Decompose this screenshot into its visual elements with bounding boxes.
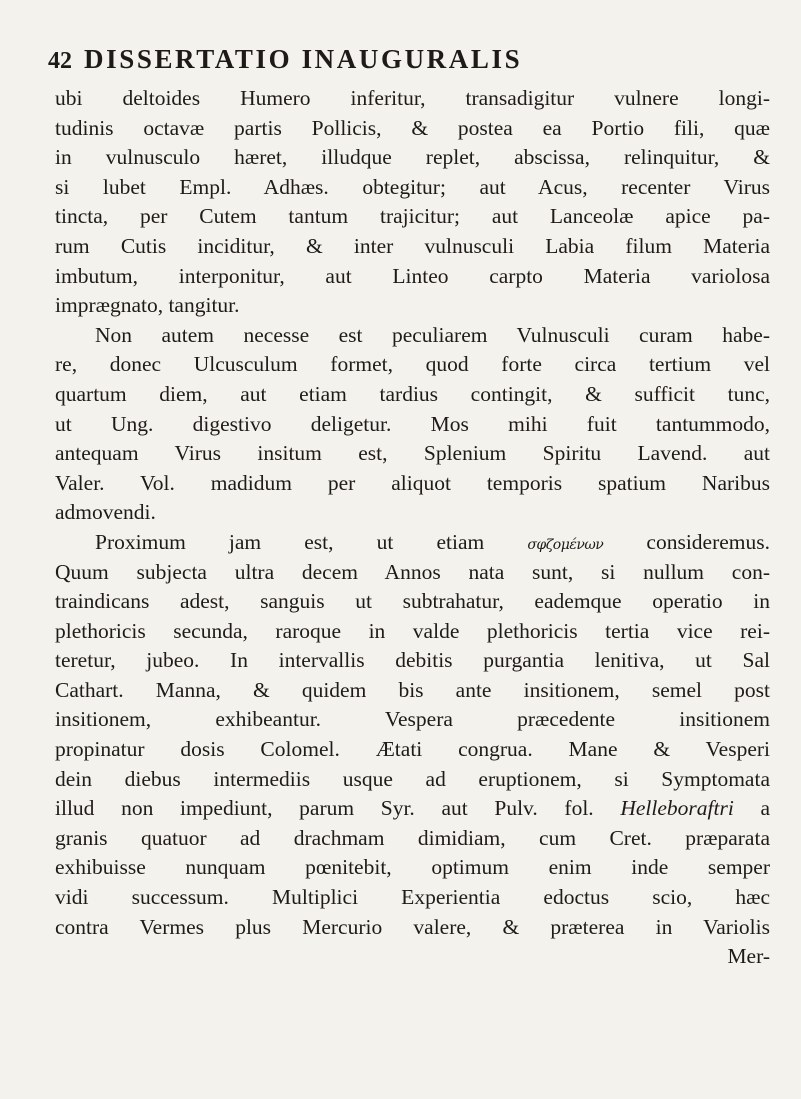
line-text: plethoricis secunda, raroque in valde plethoricis tertia vice rei- (55, 618, 770, 643)
line-text: rum Cutis inciditur, & inter vulnusculi Labia filum Materia (55, 233, 770, 258)
running-title: DISSERTATIO INAUGURALIS (84, 44, 523, 74)
line-text: si lubet Empl. Adhæs. obtegitur; aut Acus, recenter Virus (55, 174, 770, 199)
text-line (55, 617, 770, 647)
text-line (55, 173, 770, 203)
text-line (55, 883, 770, 913)
line-text: re, donec Ulcusculum formet, quod forte circa tertium vel (55, 352, 770, 377)
text-line (55, 558, 770, 588)
text-line (55, 84, 770, 114)
line-text: Non autem necesse est peculiarem Vulnusculi curam habe- (95, 322, 770, 347)
text-line (55, 765, 770, 795)
text-line (55, 587, 770, 617)
text-line (55, 350, 770, 380)
line-text: ut Ung. digestivo deligetur. Mos mihi fuit tantummodo, (55, 411, 770, 436)
text-line (55, 380, 770, 410)
line-text: teretur, jubeo. In intervallis debitis purgantia lenitiva, ut Sal (55, 648, 770, 673)
page-header (48, 44, 768, 75)
line-text: dein diebus intermediis usque ad eruptionem, si Symptomata (55, 766, 770, 791)
text-line (55, 321, 770, 351)
line-text: admovendi. (55, 500, 156, 525)
line-text: illud non impediunt, parum Syr. aut Pulv. fol. (55, 796, 594, 821)
line-text-after: consideremus. (646, 529, 771, 554)
line-text: exhibuisse nunquam pœnitebit, optimum enim inde semper (55, 855, 770, 880)
text-line (55, 291, 770, 321)
line-text: tudinis octavæ partis Pollicis, & postea ea Portio fili, quæ (55, 115, 770, 140)
text-line (55, 232, 770, 262)
page-number: 42 (48, 48, 72, 74)
text-line (55, 913, 770, 943)
line-text: imbutum, interponitur, aut Linteo carpto Materia variolosa (55, 263, 770, 288)
line-text: Quum subjecta ultra decem Annos nata sunt, si nullum con- (55, 559, 770, 584)
text-line (55, 824, 770, 854)
line-text: traindicans adest, sanguis ut subtrahatur, eademque operatio in (55, 589, 770, 614)
line-text: Mer- (727, 944, 770, 969)
line-text: granis quatuor ad drachmam dimidiam, cum Cret. præparata (55, 825, 770, 850)
line-text: ubi deltoides Humero inferitur, transadigitur vulnere longi- (55, 86, 770, 110)
text-line (55, 262, 770, 292)
text-line (55, 942, 770, 972)
line-text: imprægnato, tangitur. (55, 293, 240, 318)
body-text (55, 84, 770, 972)
line-text: tincta, per Cutem tantum trajicitur; aut Lanceolæ apice pa- (55, 204, 770, 229)
line-text-after: a (760, 796, 771, 821)
text-line (55, 676, 770, 706)
line-text: antequam Virus insitum est, Splenium Spiritu Lavend. aut (55, 441, 770, 466)
text-line (55, 646, 770, 676)
text-line (55, 735, 770, 765)
line-text: Valer. Vol. madidum per aliquot temporis spatium Naribus (55, 470, 770, 495)
text-line (55, 794, 770, 824)
text-line (55, 528, 770, 558)
text-line (55, 498, 770, 528)
line-text: Cathart. Manna, & quidem bis ante insitionem, semel post (55, 677, 770, 702)
line-text: in vulnusculo hæret, illudque replet, abscissa, relinquitur, & (55, 145, 770, 170)
italic-word: Helleboraftri (620, 796, 734, 821)
line-text: contra Vermes plus Mercurio valere, & præterea in Variolis (55, 914, 770, 939)
line-text: Proximum jam est, ut etiam (95, 529, 485, 554)
text-line (55, 114, 770, 144)
line-text: insitionem, exhibeantur. Vespera præcedente insitionem (55, 707, 770, 732)
text-line (55, 705, 770, 735)
greek-word: σφζομένων (527, 536, 604, 553)
line-text: quartum diem, aut etiam tardius contingit, & sufficit tunc, (55, 381, 770, 406)
text-line (55, 439, 770, 469)
text-line (55, 853, 770, 883)
text-line (55, 469, 770, 499)
text-line (55, 143, 770, 173)
line-text: propinatur dosis Colomel. Ætati congrua. Mane & Vesperi (55, 737, 770, 762)
text-line (55, 202, 770, 232)
line-text: vidi successum. Multiplici Experientia edoctus scio, hæc (55, 885, 770, 910)
text-line (55, 410, 770, 440)
